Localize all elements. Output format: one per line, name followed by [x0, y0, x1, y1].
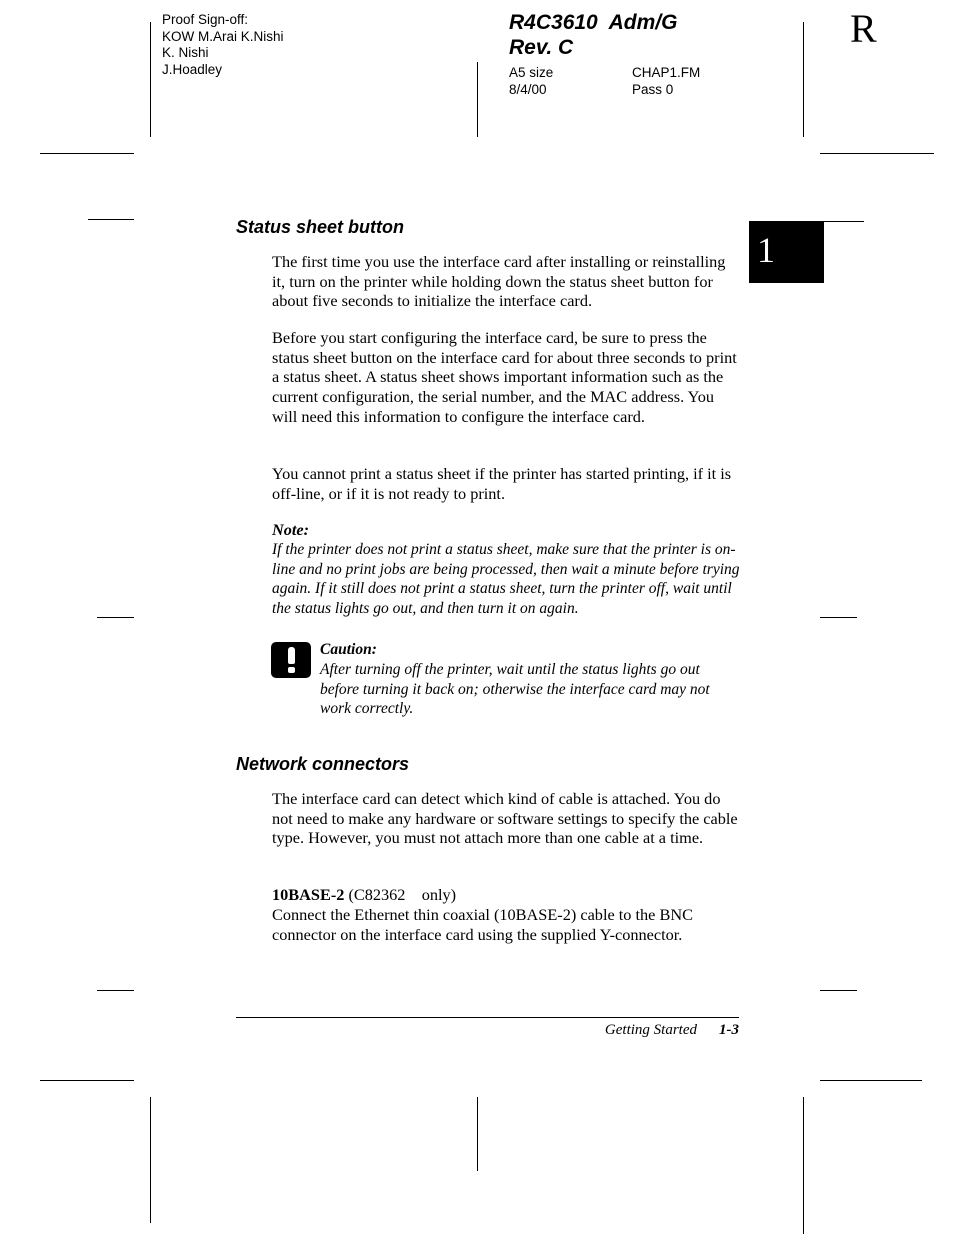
crop-mark — [88, 219, 134, 220]
footer-rule — [236, 1017, 739, 1018]
crop-mark — [820, 153, 934, 154]
crop-mark — [150, 1097, 151, 1223]
note-label-text: Note: — [272, 520, 310, 539]
crop-mark — [803, 22, 804, 137]
proof-line: J.Hoadley — [162, 61, 223, 77]
crop-mark — [820, 1080, 922, 1081]
note-text: If the printer does not print a status sheet, make sure that the printer is on-line and no print jobs are being processed, then wait a minute before trying again. If it still does not print a status sheet, turn the printer off, wait until the status lights go out, and then turn it on again. — [272, 541, 740, 618]
proof-line: K. Nishi — [162, 45, 209, 60]
doc-title — [509, 10, 677, 60]
crop-mark — [477, 62, 478, 137]
crop-mark — [40, 1080, 134, 1081]
doc-pass: Pass 0 — [632, 82, 674, 97]
paragraph: The first time you use the interface card after installing or reinstalling it, turn on the printer while holding down the status sheet button for about five seconds to initialize the interface card. — [272, 252, 726, 311]
doc-title-line2: Rev. C — [509, 36, 574, 59]
crop-mark — [150, 22, 151, 137]
crop-mark — [820, 221, 864, 222]
chapter-tab — [749, 221, 824, 283]
proof-signoff — [162, 12, 284, 78]
doc-date: 8/4/00 — [509, 82, 547, 97]
corner-letter: R — [850, 6, 877, 51]
page-number: 1-3 — [719, 1022, 739, 1038]
section-heading-status-sheet: Status sheet button — [236, 217, 405, 237]
caution-text: After turning off the printer, wait until the status lights go out before turning it back on; otherwise the interface card may not work correctly. — [320, 661, 710, 718]
note-label — [272, 520, 740, 540]
paragraph: Before you start configuring the interface card, be sure to press the status sheet button on the interface card for about three seconds to print a status sheet. A status sheet shows important information such as the current configuration, the serial number, and the MAC address. You will need this information to configure the interface card. — [272, 328, 737, 426]
proof-line: KOW M.Arai K.Nishi — [162, 28, 284, 44]
paragraph: The interface card can detect which kind of cable is attached. You do not need to make any hardware or software settings to specify the cable type. However, you must not attach more than one cable at a time. — [272, 789, 738, 848]
subheading-bold: 10BASE-2 — [272, 885, 345, 904]
exclamation-icon — [271, 642, 311, 678]
caution-label: Caution: — [320, 641, 377, 658]
crop-mark — [477, 1097, 478, 1171]
subheading-rest: (C82362 only) — [344, 885, 457, 904]
crop-mark — [820, 617, 857, 618]
crop-mark — [820, 990, 857, 991]
doc-file: CHAP1.FM — [632, 65, 701, 80]
paragraph: You cannot print a status sheet if the printer has started printing, if it is off-line, or if it is not ready to print. — [272, 464, 732, 503]
proof-line: Proof Sign-off: — [162, 12, 249, 27]
subheading-10base2 — [272, 885, 740, 905]
page-footer — [605, 1020, 739, 1040]
section-heading-network-connectors: Network connectors — [236, 754, 410, 774]
chapter-number: 1 — [757, 230, 775, 270]
doc-size: A5 size — [509, 65, 554, 80]
crop-mark — [40, 153, 134, 154]
doc-title-line1: R4C3610 Adm/G — [509, 11, 678, 34]
paragraph: Connect the Ethernet thin coaxial (10BASE-2) cable to the BNC connector on the interface card using the supplied Y-connector. — [272, 905, 693, 944]
crop-mark — [803, 1097, 804, 1234]
crop-mark — [97, 617, 134, 618]
footer-section: Getting Started — [604, 1022, 697, 1038]
crop-mark — [97, 990, 134, 991]
